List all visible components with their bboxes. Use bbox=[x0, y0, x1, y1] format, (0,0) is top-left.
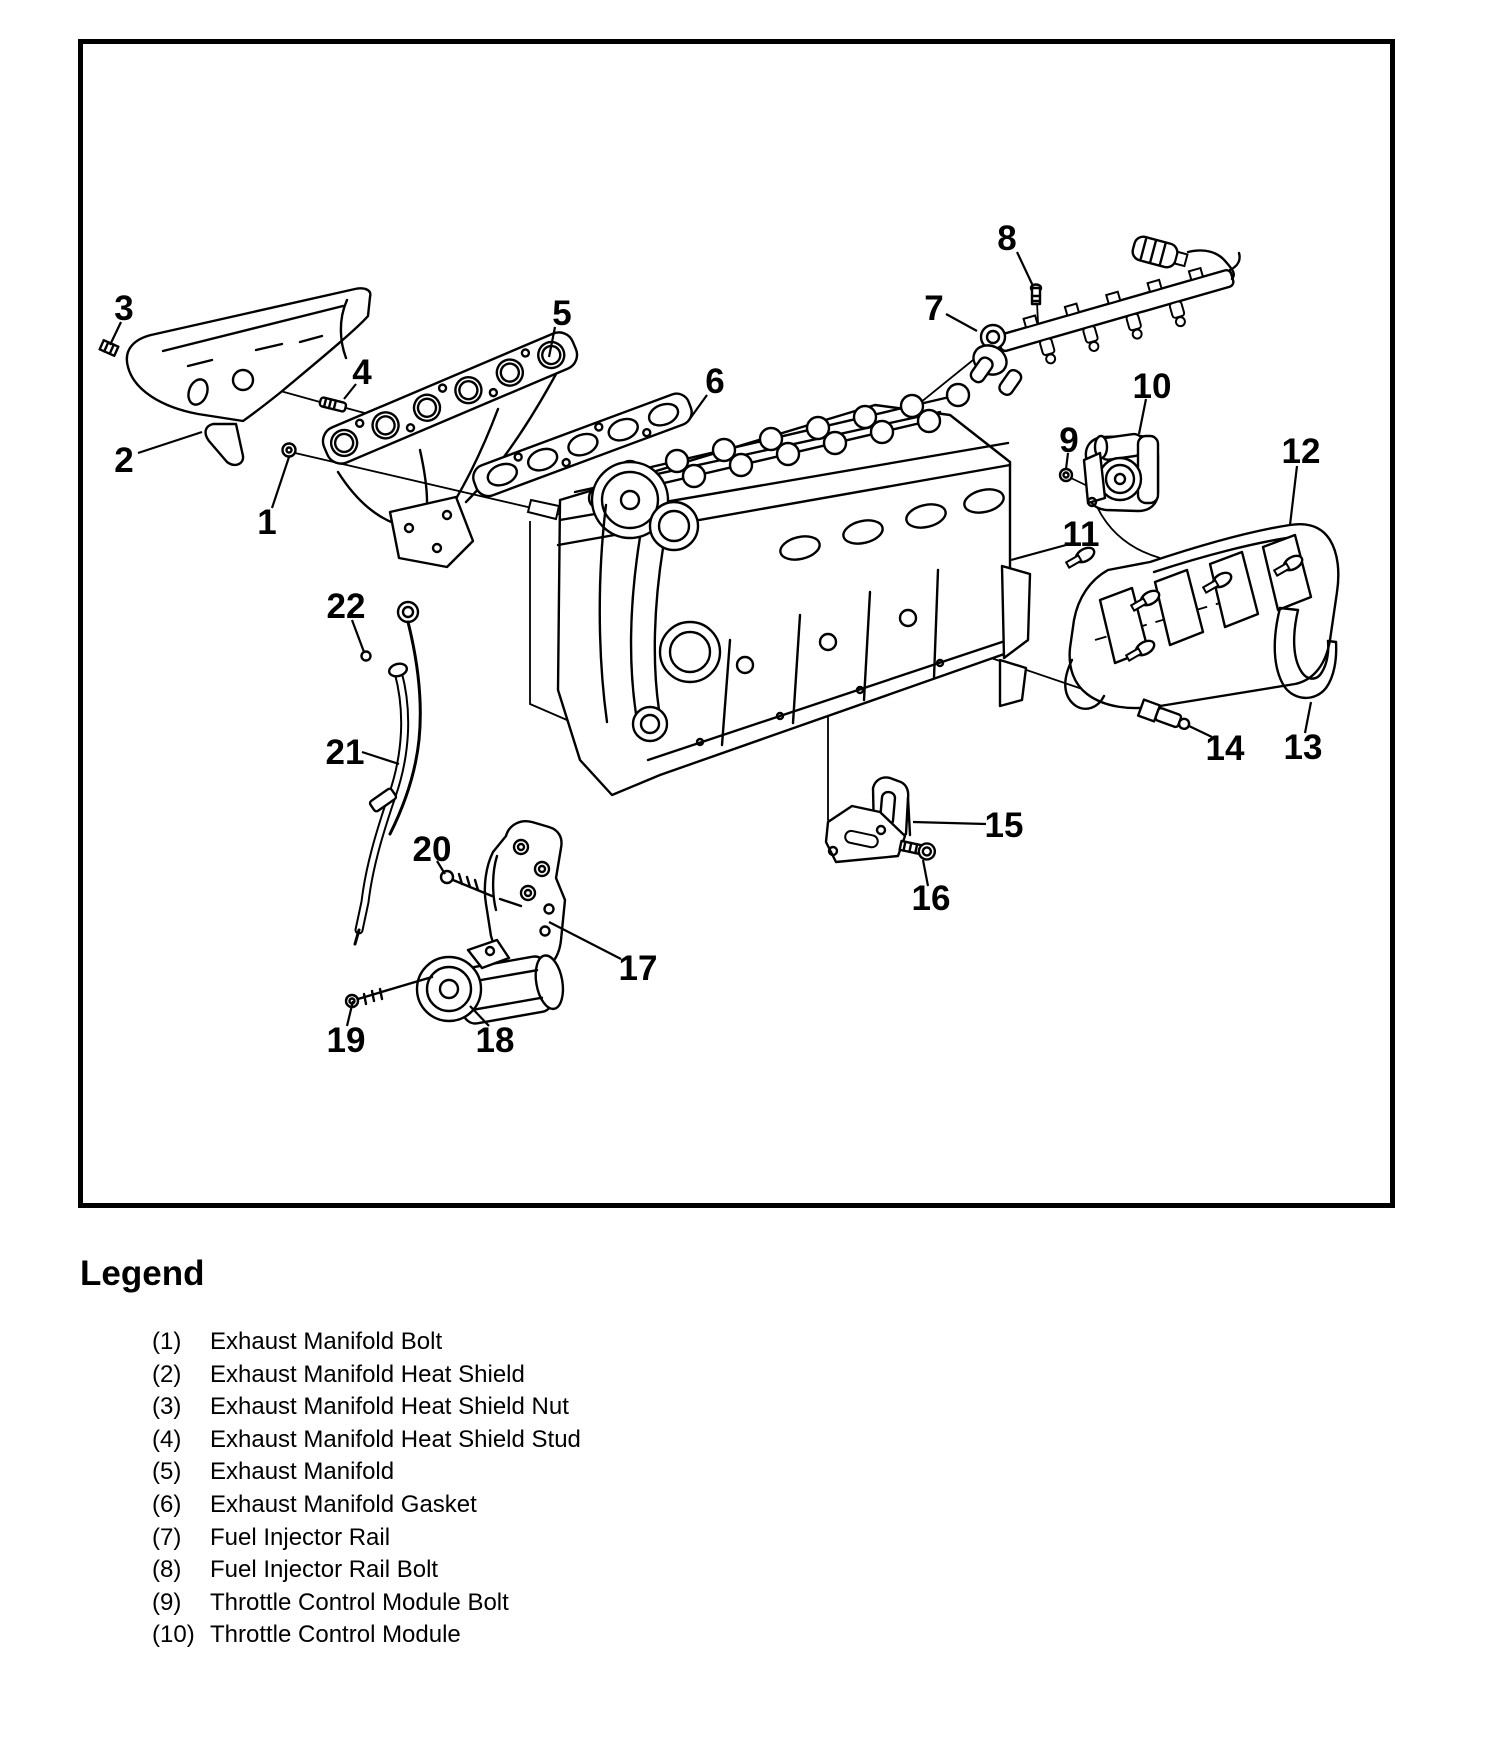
callout-4: 4 bbox=[352, 353, 372, 392]
legend-item-label: Fuel Injector Rail bbox=[210, 1523, 391, 1551]
legend-item bbox=[80, 1359, 1380, 1392]
legend-title: Legend bbox=[80, 1254, 205, 1293]
part-intake-manifold bbox=[1065, 524, 1339, 709]
legend-item-label: Throttle Control Module Bolt bbox=[210, 1588, 509, 1616]
legend-item-number: (1) bbox=[152, 1328, 182, 1355]
callout-leader-2 bbox=[138, 432, 202, 453]
callout-9: 9 bbox=[1059, 421, 1079, 460]
legend-item-label: Exhaust Manifold Bolt bbox=[210, 1328, 443, 1355]
callout-leader-21 bbox=[362, 752, 399, 764]
callout-3: 3 bbox=[114, 289, 134, 328]
legend-item-label: Fuel Injector Rail Bolt bbox=[210, 1556, 439, 1584]
heat-shield-stud-icon bbox=[319, 397, 346, 412]
legend-item-number: (3) bbox=[152, 1393, 182, 1421]
legend-item-number: (5) bbox=[152, 1458, 182, 1486]
legend-item bbox=[80, 1522, 1380, 1555]
legend-item-number: (4) bbox=[152, 1425, 182, 1453]
legend bbox=[80, 1256, 1380, 1652]
legend-item-number: (10) bbox=[152, 1621, 195, 1649]
callout-16: 16 bbox=[911, 879, 951, 918]
part-fuel-injector-rail bbox=[969, 235, 1242, 397]
callout-2: 2 bbox=[114, 441, 134, 480]
callout-1: 1 bbox=[257, 503, 277, 542]
callout-15: 15 bbox=[984, 806, 1024, 845]
legend-item-label: Exhaust Manifold bbox=[210, 1458, 395, 1486]
callout-13: 13 bbox=[1283, 728, 1323, 767]
callout-22: 22 bbox=[326, 587, 366, 626]
callout-20: 20 bbox=[412, 830, 452, 869]
callout-leader-8 bbox=[1017, 252, 1033, 286]
legend-item-number: (6) bbox=[152, 1490, 182, 1518]
legend-item-label: Exhaust Manifold Gasket bbox=[210, 1490, 477, 1518]
legend-item-label: Exhaust Manifold Heat Shield Nut bbox=[210, 1393, 569, 1421]
bracket-bolt-icon bbox=[899, 838, 937, 861]
legend-item bbox=[80, 1489, 1380, 1522]
callout-14: 14 bbox=[1205, 729, 1245, 768]
legend-item-label: Throttle Control Module bbox=[210, 1621, 461, 1649]
callout-18: 18 bbox=[475, 1021, 515, 1060]
callout-leader-12 bbox=[1290, 466, 1297, 525]
callout-leader-11 bbox=[1011, 545, 1066, 560]
callout-17: 17 bbox=[618, 949, 658, 988]
legend-item-number: (7) bbox=[152, 1523, 182, 1551]
callout-21: 21 bbox=[325, 733, 365, 772]
legend-list bbox=[80, 1326, 1380, 1652]
throttle-control-module-bolt-icon bbox=[1060, 469, 1072, 481]
legend-item-number: (2) bbox=[152, 1360, 182, 1388]
legend-item bbox=[80, 1554, 1380, 1587]
callout-19: 19 bbox=[326, 1021, 366, 1060]
part-engine-bracket bbox=[826, 777, 936, 862]
fuel-rail-harness-connector bbox=[1131, 235, 1189, 272]
heat-shield-nut-icon bbox=[100, 340, 119, 356]
legend-item-number: (9) bbox=[152, 1588, 182, 1616]
legend-item-label: Exhaust Manifold Heat Shield bbox=[210, 1360, 525, 1388]
callout-12: 12 bbox=[1281, 432, 1321, 471]
legend-item bbox=[80, 1619, 1380, 1652]
callout-6: 6 bbox=[705, 362, 725, 401]
callout-leader-15 bbox=[913, 822, 986, 824]
callout-5: 5 bbox=[552, 294, 572, 333]
legend-item bbox=[80, 1326, 1380, 1359]
callout-8: 8 bbox=[997, 219, 1017, 258]
legend-item-label: Exhaust Manifold Heat Shield Stud bbox=[210, 1425, 581, 1453]
legend-item bbox=[80, 1587, 1380, 1620]
callout-leader-7 bbox=[946, 314, 977, 331]
tube-clip-bolt-icon bbox=[362, 652, 371, 661]
legend-item-number: (8) bbox=[152, 1556, 182, 1584]
legend-item bbox=[80, 1424, 1380, 1457]
part-oil-indicator-tube bbox=[355, 652, 408, 945]
callout-7: 7 bbox=[924, 289, 944, 328]
callout-leader-1 bbox=[272, 457, 289, 508]
callout-11: 11 bbox=[1062, 515, 1100, 554]
legend-item bbox=[80, 1391, 1380, 1424]
legend-item bbox=[80, 1456, 1380, 1489]
fuel-injector-rail-bolt-icon bbox=[1031, 285, 1041, 305]
exhaust-manifold-bolt-icon bbox=[283, 444, 296, 457]
callout-10: 10 bbox=[1132, 367, 1172, 406]
